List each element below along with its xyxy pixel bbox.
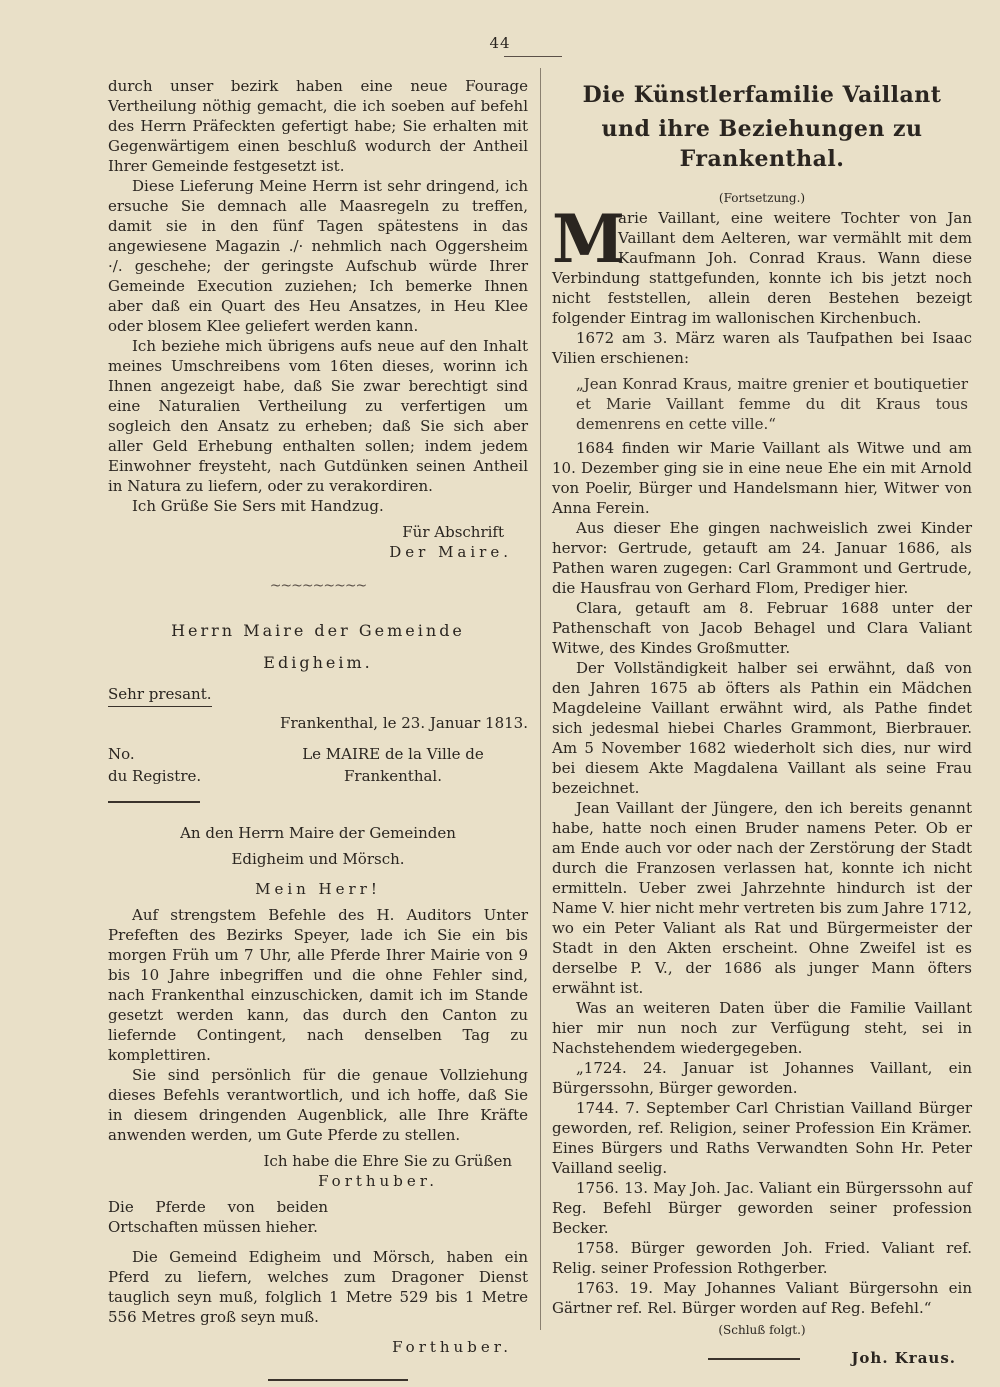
an-den-herrn: An den Herrn Maire der Gemeinden xyxy=(180,824,456,842)
letter2-paragraph: Sie sind persönlich für die genaue Vollziehung dieses Befehls verantwortlich, und ich hoffe, daß Sie in diesem dringenden Augenblick, alle Ihre Kräfte anwenden werden, um Gute Pferde zu stellen. xyxy=(108,1066,528,1144)
article-paragraph: Jean Vaillant der Jüngere, den ich bereits genannt habe, hatte noch einen Bruder namens Peter. Ob er am Ende auch vor oder nach der Zerstörung der Stadt durch die Franzosen verlassen hat, konnte ich nicht ermitteln. Ueber zwei Jahrzehnte hindurch ist der Name V. hier nicht mehr vertreten bis zum Jahre 1712, wo ein Peter Valiant als Rat und Bürgermeister der Stadt in den Akten erscheint. Ohne Zweifel ist es derselbe P. V., der 1686 als junger Mann öfters erwähnt ist. xyxy=(552,799,972,997)
article-paragraph: 1684 finden wir Marie Vaillant als Witwe und am 10. Dezember ging sie in eine neue Ehe ein mit Arnold von Poelir, Bürger und Handelsmann hier, Witwer von Anna Ferein. xyxy=(552,439,972,517)
ref-registre: du Registre. xyxy=(108,767,202,785)
register-entry: 1758. Bürger geworden Joh. Fried. Valiant ref. Relig. seiner Profession Rothgerber. xyxy=(552,1239,972,1277)
dateline: Frankenthal, le 23. Januar 1813. xyxy=(280,714,528,732)
ref-no: No. xyxy=(108,745,135,763)
article-paragraph: Aus dieser Ehe gingen nachweislich zwei Kinder hervor: Gertrude, getauft am 24. Januar 1686, als Pathen waren zugegen: Carl Grammont und Gertrude, die Hausfrau von Gerhard Flom, Prediger hier. xyxy=(552,519,972,597)
right-column xyxy=(552,76,972,1376)
letter1-paragraph: Ich beziehe mich übrigens aufs neue auf den Inhalt meines Umschreibens vom 16ten dieses, worinn ich Ihnen angezeigt habe, daß Sie zwar berechtigt sind eine Naturalien Vertheilung zu verfertigen um sogleich den Ansatz zu erheben; daß Sie sich aber aller Geld Erhebung enthalten sollen; indem jedem Einwohner freysteht, nach Gutdünken seinen Antheil in Natura zu liefern, oder zu verakordiren. xyxy=(108,337,528,495)
der-maire: Der Maire. xyxy=(389,543,512,561)
signature-row xyxy=(552,1346,972,1376)
salutation: Mein Herr! xyxy=(255,880,381,898)
reference-block xyxy=(108,743,528,809)
article-paragraph: Was an weiteren Daten über die Familie Vaillant hier mir nun noch zur Verfügung steht, sei in Nachstehendem wiedergegeben. xyxy=(552,999,972,1057)
author-signature: Joh. Kraus. xyxy=(851,1349,956,1367)
schluss-note: (Schluß folgt.) xyxy=(718,1323,806,1337)
article-quote: „Jean Konrad Kraus, maitre grenier et boutiquetier et Marie Vaillant femme du dit Kraus tous demenrens en cette ville.“ xyxy=(576,375,968,433)
addressee-place: Edigheim. xyxy=(263,653,373,672)
register-entry: „1724. 24. Januar ist Johannes Vaillant, ein Bürgerssohn, Bürger geworden. xyxy=(552,1059,972,1097)
article-paragraph: 1672 am 3. März waren als Taufpathen bei Isaac Vilien erschienen: xyxy=(552,329,972,367)
sehr-presant: Sehr presant. xyxy=(108,684,212,707)
letter1-paragraph: Diese Lieferung Meine Herrn ist sehr dringend, ich ersuche Sie demnach alle Maasregeln zu treffen, damit sie in den fünf Tagen spätestens in das angewiesene Magazin ./· nehmlich nach Oggersheim ·/. geschehe; der geringste Aufschub würde Ihrer Gemeinde Execution zuziehen; Ich bemerke Ihnen aber daß ein Quart des Heu Ansatzes, in Heu Klee oder blosem Klee geliefert werden kann. xyxy=(108,177,528,335)
article-paragraph: Der Vollständigkeit halber sei erwähnt, daß von den Jahren 1675 ab öfters als Pathin ein Mädchen Magdeleine Vaillant erwähnt wird, als Pathe findet sich jedesmal hiebei Charles Grammont, Bierbrauer. Am 5 November 1682 wiederholt sich dies, nur wird bei diesem Akte Magdalena Vaillant als seine Frau bezeichnet. xyxy=(552,659,972,797)
fortsetzung-note: (Fortsetzung.) xyxy=(718,191,806,205)
column-divider xyxy=(540,68,541,1330)
gemeinden: Edigheim und Mörsch. xyxy=(231,850,405,868)
register-entry: 1756. 13. May Joh. Jac. Valiant ein Bürgerssohn auf Reg. Befehl Bürger geworden seiner profession Becker. xyxy=(552,1179,972,1237)
lead-paragraph xyxy=(552,200,972,328)
register-entry: 1744. 7. September Carl Christian Vailland Bürger geworden, ref. Religion, seiner Profession Ein Krämer. Eines Bürgers und Raths Verwandten Sohn Hr. Peter Vailland seelig. xyxy=(552,1099,972,1177)
signature-rule xyxy=(708,1358,800,1360)
le-maire: Le MAIRE de la Ville de Frankenthal. xyxy=(302,745,484,785)
article-paragraph: Clara, getauft am 8. Februar 1688 unter der Pathenschaft von Jacob Behagel und Clara Valiant Witwe, des Kindes Großmutter. xyxy=(552,599,972,657)
drop-cap: M xyxy=(552,200,626,278)
letter1-greeting: Ich Grüße Sie Sers mit Handzug. xyxy=(132,497,384,515)
article-title: Die Künstlerfamilie Vaillant xyxy=(582,82,942,108)
register-entry: 1763. 19. May Johannes Valiant Bürgersohn ein Gärtner ref. Rel. Bürger worden auf Reg. Befehl.“ xyxy=(552,1279,972,1317)
lead-text: arie Vaillant, eine weitere Tochter von Jan Vaillant dem Aelteren, war vermählt mit dem Kaufmann Joh. Conrad Kraus. Wann diese Verbindung stattgefunden, konnte ich bis jetzt noch nicht feststellen, allein deren Bestehen bezeigt folgender Eintrag im wallonischen Kirchenbuch. xyxy=(552,209,972,327)
wavy-divider: ~~~~~~~~~ xyxy=(269,578,367,594)
signature-forthuber: Forthuber. xyxy=(318,1172,438,1190)
article-subtitle: und ihre Beziehungen zu Frankenthal. xyxy=(601,116,923,172)
letter1-paragraph: durch unser bezirk haben eine neue Fourage Vertheilung nöthig gemacht, die ich soeben auf befehl des Herrn Präfeckten gefertigt habe; Sie erhalten mit Gegenwärtigem einen beschluß wodurch der Antheil Ihrer Gemeinde festgesetzt ist. xyxy=(108,77,528,175)
end-rule xyxy=(268,1379,408,1381)
letter3-paragraph: Die Gemeind Edigheim und Mörsch, haben ein Pferd zu liefern, welches zum Dragoner Dienst tauglich seyn muß, folglich 1 Metre 529 bis 1 Metre 556 Metres groß seyn muß. xyxy=(108,1248,528,1326)
letter2-paragraph: Auf strengstem Befehle des H. Auditors Unter Prefeften des Bezirks Speyer, lade ich Sie ein bis morgen Früh um 7 Uhr, alle Pferde Ihrer Mairie von 9 bis 10 Jahre inbegriffen und die ohne Fehler sind, nach Frankenthal einzuschicken, damit ich im Stande gesetzt werden kann, das durch den Canton zu liefernde Contingent, nach denselben Tag zu komplettiren. xyxy=(108,906,528,1064)
fuer-abschrift: Für Abschrift xyxy=(402,523,504,541)
header-rule xyxy=(504,56,562,57)
page-number: 44 xyxy=(489,34,511,52)
addressee-line: Herrn Maire der Gemeinde xyxy=(171,621,465,640)
signature-forthuber: Forthuber. xyxy=(392,1338,512,1356)
ref-underline xyxy=(108,795,200,803)
closing-ehre: Ich habe die Ehre Sie zu Grüßen xyxy=(263,1152,512,1170)
left-column xyxy=(108,76,528,1387)
horse-note: Die Pferde von beiden Ortschaften müssen hieher. xyxy=(108,1198,328,1236)
